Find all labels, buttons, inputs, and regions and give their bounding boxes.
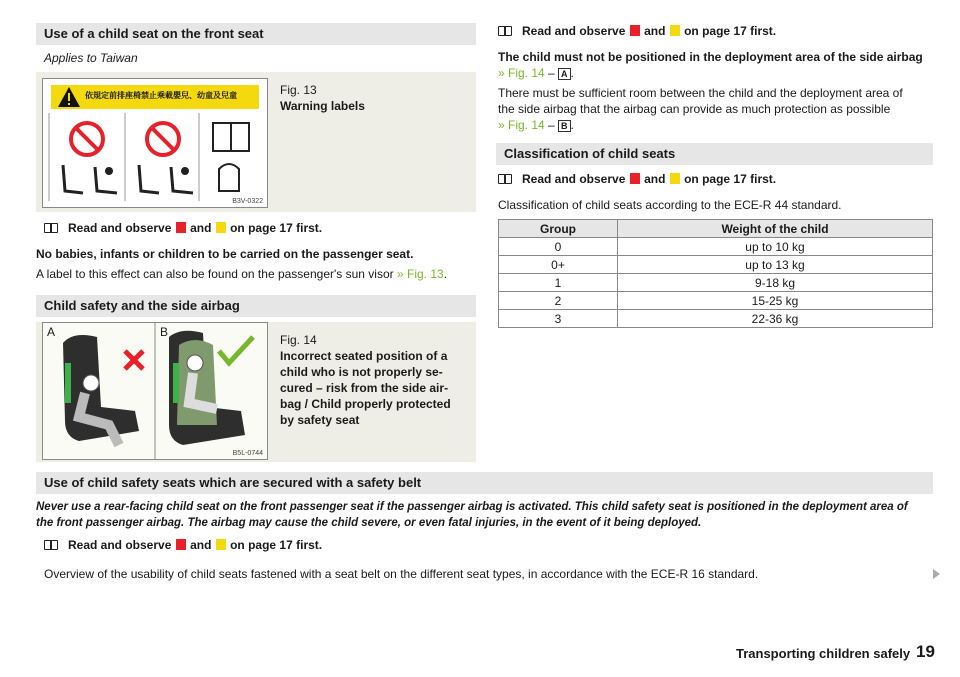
figure-13-panel xyxy=(36,72,476,212)
warning-yellow-icon xyxy=(670,25,680,36)
figure-13-label: Fig. 13 xyxy=(280,83,317,97)
figure-14-caption-4: bag / Child properly protected xyxy=(280,397,451,411)
table-row: 1 9-18 kg xyxy=(499,274,933,292)
airbag-seat-image xyxy=(42,322,268,460)
ece-r16-overview: Overview of the usability of child seats fastened with a seat belt on the different seat types, in accordance with the ECE-R 16 standard. xyxy=(44,567,759,581)
figure-14-caption-5: by safety seat xyxy=(280,413,360,427)
fig14a-ref: » Fig. 14 – A . xyxy=(498,66,574,80)
side-airbag-warning: The child must not be positioned in the deployment area of the side airbag xyxy=(498,50,923,64)
figure-14-caption-1: Incorrect seated position of a xyxy=(280,349,448,363)
warning-label-image xyxy=(42,78,268,208)
table-row: 2 15-25 kg xyxy=(499,292,933,310)
book-icon xyxy=(498,26,512,36)
no-babies-warning: No babies, infants or children to be carried on the passenger seat. xyxy=(36,247,414,261)
figure-13-title: Warning labels xyxy=(280,99,365,113)
sun-visor-label-text: A label to this effect can also be found on the passenger's sun visor » Fig. 13. xyxy=(36,267,448,281)
figure-code: B5L-0744 xyxy=(232,450,263,457)
figure-code: B3V-0322 xyxy=(232,198,263,205)
figure-14-label: Fig. 14 xyxy=(280,333,317,347)
sufficient-room-line-2: the side airbag that the airbag can provide as much protection as possible xyxy=(498,102,891,116)
figure-14-caption-2: child who is not properly se- xyxy=(280,365,443,379)
table-header-row xyxy=(499,220,933,238)
section-title-front-seat: Use of a child seat on the front seat xyxy=(36,23,476,45)
book-icon xyxy=(498,174,512,184)
table-header-group: Group xyxy=(499,220,618,238)
warning-red-icon xyxy=(176,222,186,233)
read-observe-line-1: Read and observe and on page 17 first. xyxy=(44,220,322,236)
read-observe-classification: Read and observe and on page 17 first. xyxy=(498,171,776,187)
fig14b-ref: » Fig. 14 – B . xyxy=(498,118,574,132)
no-child-seat-pictograms xyxy=(43,113,269,207)
read-observe-bottom: Read and observe and on page 17 first. xyxy=(44,537,322,553)
panel-a-label: A xyxy=(47,325,56,339)
classification-intro: Classification of child seats according to the ECE-R 44 standard. xyxy=(498,198,842,212)
warning-red-icon xyxy=(630,173,640,184)
table-row: 0+ up to 13 kg xyxy=(499,256,933,274)
warning-yellow-icon xyxy=(216,539,226,550)
book-icon xyxy=(44,540,58,550)
table-row: 3 22-36 kg xyxy=(499,310,933,328)
read-observe-line-right: Read and observe and on page 17 first. xyxy=(498,23,776,39)
section-title-classification: Classification of child seats xyxy=(496,143,933,165)
section-title-safety-belt: Use of child safety seats which are secured with a safety belt xyxy=(36,472,933,494)
warning-yellow-icon xyxy=(670,173,680,184)
table-row: 0 up to 10 kg xyxy=(499,238,933,256)
warning-yellow-icon xyxy=(216,222,226,233)
warning-red-icon xyxy=(176,539,186,550)
warning-red-icon xyxy=(630,25,640,36)
page-number: 19 xyxy=(916,642,935,661)
fig-13-link[interactable]: » Fig. 13 xyxy=(396,267,444,281)
figure-14-panel xyxy=(36,322,476,462)
seat-illustrations xyxy=(43,323,267,459)
continue-arrow-icon xyxy=(933,569,941,579)
classification-table xyxy=(498,219,933,328)
fig-14-link-b[interactable]: » Fig. 14 xyxy=(498,118,545,132)
book-icon xyxy=(44,223,58,233)
applies-to: Applies to Taiwan xyxy=(44,51,138,65)
rear-facing-warning-1: Never use a rear-facing child seat on the front passenger seat if the passenger airbag is activated. This child safety seat is positioned in the deployment area of xyxy=(36,501,908,513)
fig-14-link-a[interactable]: » Fig. 14 xyxy=(498,66,545,80)
footer-section-title: Transporting children safely xyxy=(736,646,911,661)
sufficient-room-line-1: There must be sufficient room between the child and the deployment area of xyxy=(498,86,903,100)
figure-14-caption-3: cured – risk from the side air- xyxy=(280,381,449,395)
table-header-weight: Weight of the child xyxy=(618,220,933,238)
warning-banner xyxy=(51,85,259,109)
warning-chinese-text: 依規定前排座椅禁止乘載嬰兒、幼童及兒童 xyxy=(85,91,237,100)
rear-facing-warning-2: the front passenger airbag. The airbag may cause the child severe, or even fatal injuries, in the event of it being deployed. xyxy=(36,517,702,529)
warning-triangle-icon xyxy=(57,86,81,108)
section-title-side-airbag: Child safety and the side airbag xyxy=(36,295,476,317)
panel-b-label: B xyxy=(160,325,169,339)
